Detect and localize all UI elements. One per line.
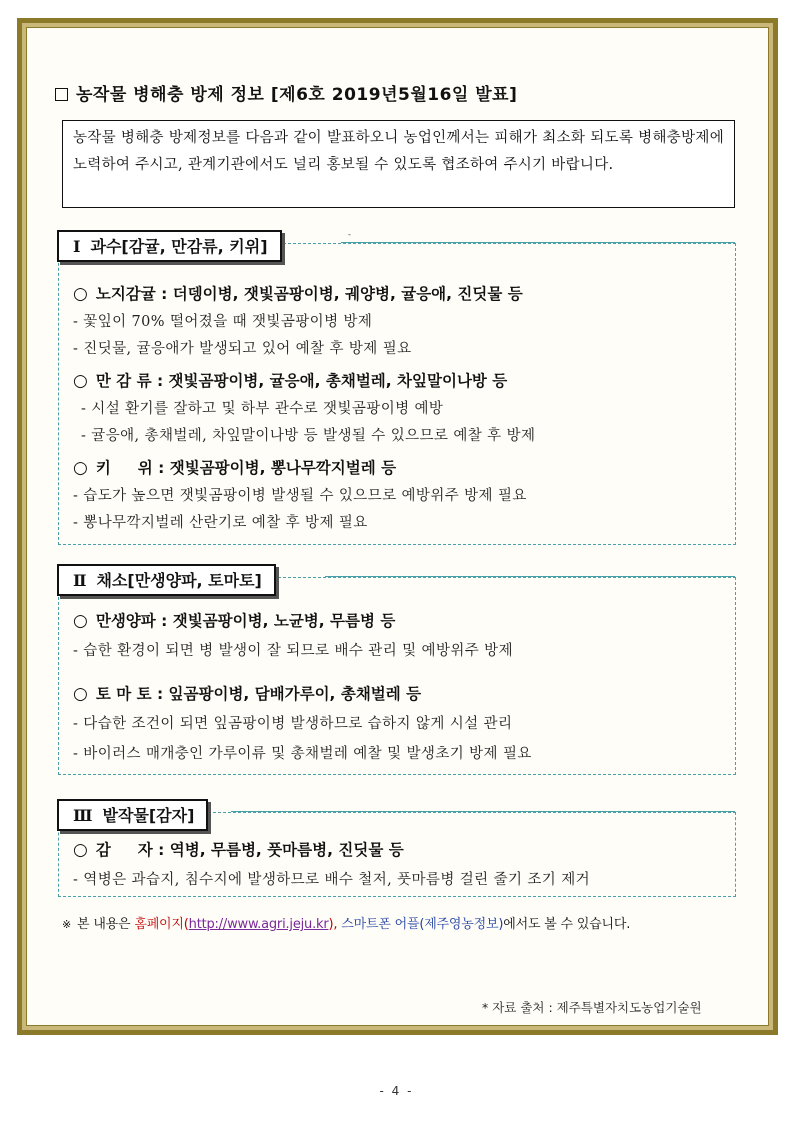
section-title-text: 밭작물[감자] [102, 806, 195, 825]
section-fruit-trees [58, 230, 736, 545]
crop-heading: ○ 감 자 : 역병, 무름병, 풋마름병, 진딧물 등 [73, 840, 404, 860]
circle-bullet-icon: ○ [73, 684, 88, 704]
document-heading [55, 80, 517, 105]
section-mark: - [348, 230, 351, 239]
list-item: - 꽃잎이 70% 떨어졌을 때 잿빛곰팡이병 방제 [73, 314, 373, 330]
app-name: 스마트폰 어플(제주영농정보) [341, 917, 504, 932]
section-rule [341, 242, 735, 243]
section-field-crops [58, 806, 736, 897]
section-roman-numeral: Ⅱ [73, 571, 87, 590]
list-item: - 뽕나무깍지벌레 산란기로 예찰 후 방제 필요 [73, 515, 368, 531]
crop-heading: ○ 키 위 : 잿빛곰팡이병, 뽕나무깍지벌레 등 [73, 458, 397, 478]
section-title-text: 채소[만생양파, 토마토] [96, 571, 262, 590]
circle-bullet-icon: ○ [73, 611, 88, 631]
section-roman-numeral: Ⅲ [73, 806, 93, 825]
list-item: - 바이러스 매개충인 가루이류 및 총채벌레 예찰 및 발생초기 방제 필요 [73, 746, 532, 762]
reference-mark-icon: ※ [62, 918, 72, 931]
section-rule [231, 811, 735, 812]
source-credit: * 자료 출처 : 제주특별자치도농업기술원 [482, 1000, 702, 1015]
list-item: - 진딧물, 귤응애가 발생되고 있어 예찰 후 방제 필요 [73, 341, 412, 357]
crop-heading: ○ 토 마 토 : 잎곰팡이병, 담배가루이, 총채벌레 등 [73, 684, 422, 704]
list-item: - 다습한 조건이 되면 잎곰팡이병 발생하므로 습하지 않게 시설 관리 [73, 716, 513, 732]
note-suffix: 에서도 볼 수 있습니다. [503, 917, 631, 932]
heading-text: 농작물 병해충 방제 정보 [제6호 2019년5월16일 발표] [76, 85, 518, 105]
note-close-paren: ), [328, 917, 338, 932]
section-roman-numeral: Ⅰ [73, 237, 81, 256]
section-rule [325, 576, 735, 577]
circle-bullet-icon: ○ [73, 458, 88, 478]
note-prefix: 본 내용은 [77, 917, 131, 932]
section-title [57, 230, 282, 262]
footer-note [62, 913, 630, 932]
list-item: - 시설 환기를 잘하고 및 하부 관수로 잿빛곰팡이병 예방 [81, 401, 444, 417]
section-title [57, 564, 276, 596]
intro-box: 농작물 병해충 방제정보를 다음과 같이 발표하오니 농업인께서는 피해가 최소화 되도록 병해충방제에 노력하여 주시고, 관계기관에서도 널리 홍보될 수 있도록 협조하여 주시기 바랍니다. [62, 120, 735, 208]
list-item: - 습한 환경이 되면 병 발생이 잘 되므로 배수 관리 및 예방위주 방제 [73, 643, 513, 659]
circle-bullet-icon: ○ [73, 284, 88, 304]
page-number: - 4 - [379, 1084, 414, 1098]
section-vegetables [58, 571, 736, 775]
crop-heading: ○ 만생양파 : 잿빛곰팡이병, 노균병, 무름병 등 [73, 611, 396, 631]
section-title [57, 799, 208, 831]
homepage-link[interactable]: http://www.agri.jeju.kr [188, 917, 329, 932]
crop-heading: ○ 만 감 류 : 잿빛곰팡이병, 귤응애, 총채벌레, 차잎말이나방 등 [73, 371, 508, 391]
list-item: - 귤응애, 총채벌레, 차잎말이나방 등 발생될 수 있으므로 예찰 후 방제 [81, 428, 536, 444]
circle-bullet-icon: ○ [73, 371, 88, 391]
checkbox-square-icon [55, 88, 68, 101]
crop-heading: ○ 노지감귤 : 더뎅이병, 잿빛곰팡이병, 궤양병, 귤응애, 진딧물 등 [73, 284, 523, 304]
section-title-text: 과수[감귤, 만감류, 키위] [90, 237, 268, 256]
circle-bullet-icon: ○ [73, 840, 88, 860]
note-homepage-label: 홈페이지( [134, 917, 189, 932]
list-item: - 습도가 높으면 잿빛곰팡이병 발생될 수 있으므로 예방위주 방제 필요 [73, 488, 527, 504]
list-item: - 역병은 과습지, 침수지에 발생하므로 배수 철저, 풋마름병 걸린 줄기 조기 제거 [73, 872, 591, 888]
